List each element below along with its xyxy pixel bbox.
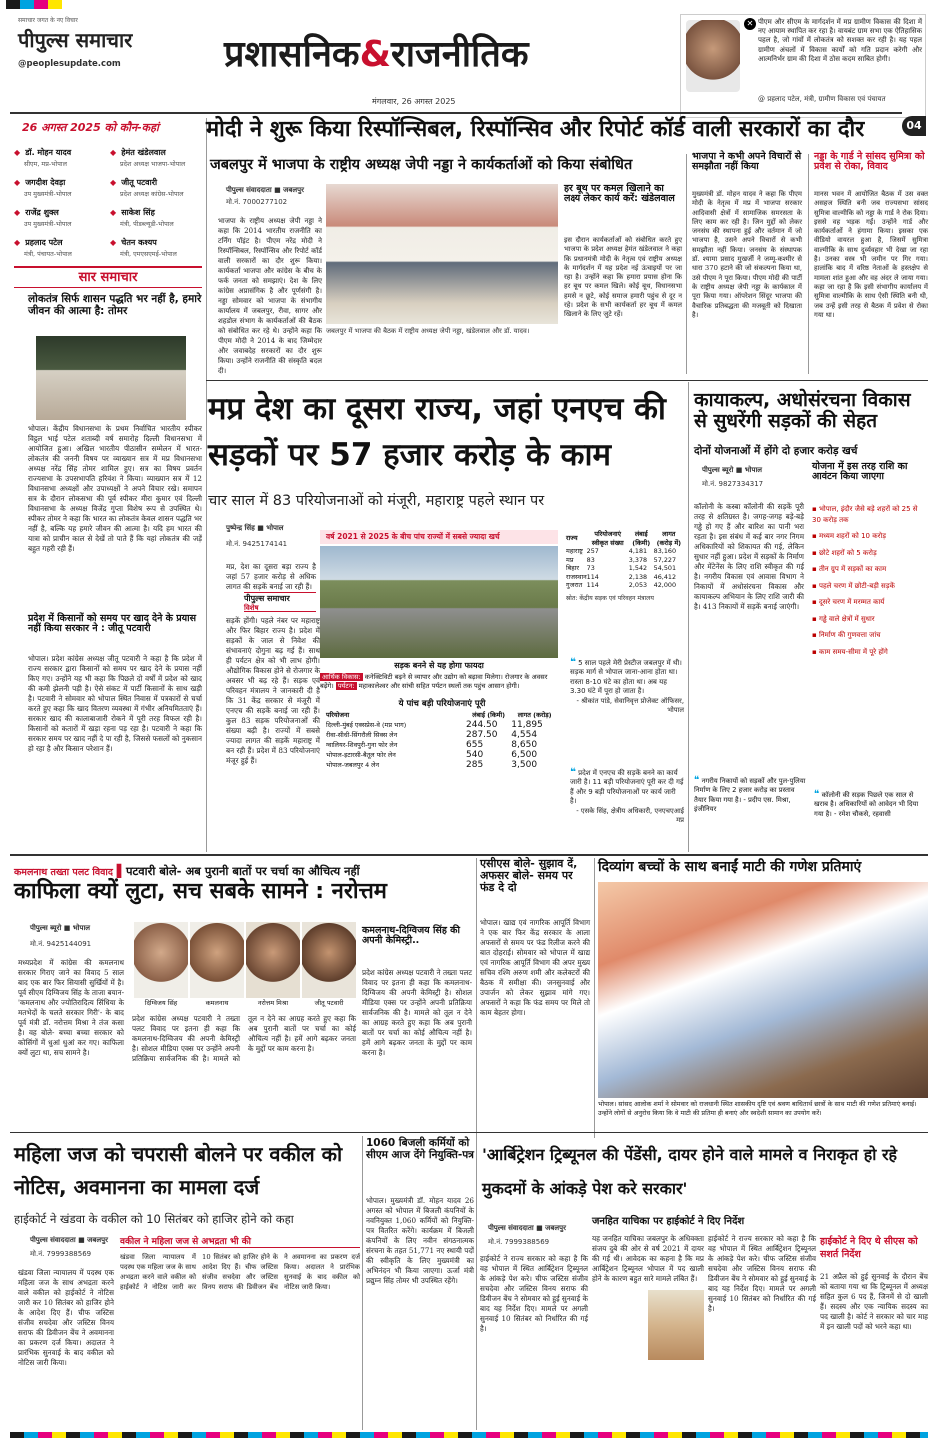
pin-icon: ◆ xyxy=(110,208,117,217)
patwari-photo xyxy=(302,922,356,998)
lead-body-cont xyxy=(326,340,558,370)
saar-samachar-header: सार समाचार xyxy=(14,266,202,288)
nh-state-table: राज्य परियोजनाएं स्वीकृत संख्या लंबाई (किमी) लागत (करोड़ में) महाराष्ट्र 257 4,181 83,160 मप्र 83 3,378 57,227 बिहार 73 1,542 54,501 राजस्थान 114 2,138 46,412 गुजरात 114 2,053 42,000 स्रोत: केंद्रीय सड़क एवं परिवहन मंत्रालय xyxy=(566,530,684,660)
color-bar xyxy=(34,0,48,9)
person-item: ◆ जीतू पटवारी प्रदेश अध्यक्ष कांग्रेस-भोपाल xyxy=(110,178,184,198)
minister-photo xyxy=(686,20,740,92)
lead-headline: मोदी ने शुरू किया रिस्पॉन्सिबल, रिस्पॉन्सिव और रिपोर्ट कॉर्ड वाली सरकारों का दौर xyxy=(206,117,865,142)
table-row: मप्र 83 3,378 57,227 xyxy=(566,555,677,564)
kamal-body: मध्यप्रदेश में कांग्रेस की कमलनाथ सरकार गिराए जाने का विवाद 5 साल बाद एक बार फिर सियासी सुर्खियों में है। पूर्व सीएम दिग्विजय सिंह के ताजा बयान-'कमलनाथ और ज्योतिरादित्य सिंधिया के मतभेदों के चलते सरकार गिरी'- के बाद पूर्व मंत्री डॉ. नरोत्तम मिश्रा ने तंज कसा है। वह बोले- बच्चा बच्चा सरकार को कोसिंगों में धुआं धुआं कर गए। काफिला क्यों लुटा था, सच सामने है। xyxy=(18,958,124,1057)
tribunal-box-title: हाईकोर्ट ने दिए थे सीएस को सशर्त निर्देश xyxy=(820,1236,918,1260)
quote-icon: ❝ xyxy=(814,789,820,800)
list-item: ▪ निर्माण की गुणवत्ता जांच xyxy=(812,631,881,639)
person-item: ◆ चेतन कश्यप मंत्री, एमएसएमई-भोपाल xyxy=(110,238,177,258)
pin-icon: ◆ xyxy=(14,178,21,187)
col3-body: मुख्यमंत्री डॉ. मोहन यादव ने कहा कि पीएम मोदी के नेतृत्व में मप्र में भाजपा सरकार आदिवासी क्षेत्रों में सामाजिक समरसता के लिए काम कर रही है। जिन मुद्दों को लेकर जनसंघ की स्थापना हुई और वर्तमान में जो भाजपा है, उसने अपने विचारों से कभी समझौता नहीं किया। जनसंघ के संस्थापक डॉ. श्यामा प्रसाद मुखर्जी ने जम्मू-कश्मीर से धारा 370 हटाने की जो संकल्पना किया था, उसे पीएम ने पूरा किया। पीएम मोदी की पार्टी के राष्ट्रीय अध्यक्ष जेपी नड्डा के कार्यकाल में पूरा किया गया। ऑपरेशन सिंदूर भाजपा की वैचारिक प्रतिबद्धता की मजबूती को दिखाता है। xyxy=(692,190,802,319)
table-row: बिहार 73 1,542 54,501 xyxy=(566,564,677,572)
lead-side-body: इस दौरान कार्यकर्ताओं को संबोधित करते हुए भाजपा के प्रदेश अध्यक्ष हेमंत खंडेलवाल ने कहा कि प्रधानमंत्री मोदी के नेतृत्व एवं राष्ट्रीय अध्यक्ष के मार्गदर्शन में यह प्रदेश नई ऊंचाइयों पर जा रहा है। उन्होंने कहा कि हमारा प्रयास होना कि हर बूथ पर कमल खिले। कोई बूथ, विधानसभा हमसे न छूटे, कोई समाज हमारी पहुंच से दूर न रहे। प्रदेश के सभी कार्यकर्ता हर बूथ में कमल खिलाने के लिए जुटे रहें। xyxy=(564,236,682,319)
quote-icon: ❝ xyxy=(570,657,576,668)
tribunal-mobile: मो.नं. 7999388569 xyxy=(488,1238,550,1246)
table-row: महाराष्ट्र 257 4,181 83,160 xyxy=(566,547,677,555)
big-projects-table: परियोजना लंबाई (किमी) लागत (करोड़) दिल्ली-मुंबई एक्सप्रेस-वे (मप्र भाग) 244.50 11,895 रीवा-सीधी-सिंगरौली सिक्स लेन 287.50 4,554 ग्वालियर-शिवपुरी-गुना फोर लेन 655 8,650 भोपाल-इटारसी-बैतूल फोर लेन 540 6,500 भोपाल-जबलपुर 4 लेन 285 3,500 xyxy=(326,710,558,840)
bijli-headline: 1060 बिजली कर्मियों को सीएम आज देंगे नियुक्ति-पत्र xyxy=(366,1137,474,1161)
bottom-color-bar xyxy=(10,1432,928,1438)
tribunal-byline: पीपुल्स संवाददाता ■ जबलपुर xyxy=(488,1224,566,1232)
saar-story2-body: भोपाल। प्रदेश कांग्रेस अध्यक्ष जीतू पटवारी ने कहा है कि प्रदेश में राज्य सरकार द्वारा किसानों को समय पर खाद देने के प्रयास नहीं किए गए। उन्होंने यह भी कहा कि पिछले दो वर्षों में प्रदेश को खाद की कमी झेलनी पड़ी है। ऐसे संकट में पार्टी किसानों के साथ खड़ी है। पटवारी ने सोमवार को भोपाल स्थित निवास में पत्रकारों से चर्चा करते हुए कहा कि खाद वितरण व्यवस्था में गंभीर अनियमितताएं हैं। सरकार खाद की कालाबाजारी रोकने में पूरी तरह विफल रही है। किसानों को कतारों में खड़ा रहना पड़ रहा है। पटवारी ने कहा कि सरकार समय पर खाद नहीं दे पा रही है, जिससे फसलों को नुकसान हो रहा है और किसान परेशान हैं। xyxy=(28,654,202,753)
face-label: नरोत्तम मिश्रा xyxy=(257,999,289,1007)
ganesh-caption: भोपाल। सांसद आलोक शर्मा ने सोमवार को राजधानी स्थित शासकीय दृष्टि एवं श्रवण बाधितार्थ छात्रों के साथ माटी की गणेश प्रतिमाएं बनाई। उन्होंने लोगों से अनुरोध किया कि वे माटी की प्रतिमा ही बनाएं और स्वदेशी सामान का उपयोग करें। xyxy=(598,1100,917,1117)
list-item: ▪ तीन ग्रुप में सड़कों का काम xyxy=(812,565,887,573)
quote-icon: ❝ xyxy=(694,775,700,786)
nh-quote-1: ❝ 5 साल पहले मेरी प्रेस्टीज जबलपुर में थी। सड़क मार्ग से भोपाल जाना-आना होता था। रास्ता 8-10 घंटे का होता था। अब यह 3.30 घंटे में पूरा हो जाता है। - श्रीकांत पांडे, सेवानिवृत्त प्रोजेक्ट ऑफिसर, भोपाल xyxy=(570,657,684,715)
face-label: दिग्विजय सिंह xyxy=(144,999,178,1007)
judge-box-body: खंडवा जिला न्यायालय में पदस्थ एक महिला जज के साथ अभद्रता करने वाले वकील को हाईकोर्ट ने नोटिस जारी कर 10 सितंबर को हाजिर होने के आदेश दिए हैं। चीफ जस्टिस संजीव सचदेवा और जस्टिस विनय सराफ की डिवीजन बेंच ने अवमानना का प्रकरण दर्ज किया। अदालत ने प्रारंभिक सुनवाई के बाद वकील को नोटिस जारी किया। xyxy=(120,1253,360,1291)
road-benefits: आर्थिक विकास: कनेक्टिविटी बढ़ने से व्यापार और उद्योग को बढ़ावा मिलेगा। रोजगार के अवसर बढ़ेंगे। पर्यटन: महाकालेश्वर और सांची सहित पर्यटन स्थलों तक पहुंच आसान होगी। xyxy=(320,673,548,690)
list-item: ▪ गड्ढे वाले क्षेत्रों में सुधार xyxy=(812,614,875,623)
lead-byline: पीपुल्स संवाददाता ■ जबलपुर xyxy=(226,186,304,194)
big-projects-title: ये पांच बड़ी परियोजनाएं पूरी xyxy=(398,699,486,709)
tribunal-body2: यह जनहित याचिका जबलपुर के अधिवक्ता संजय दुबे की ओर से वर्ष 2021 में दायर की गई थी। आवेदक का कहना है कि मप्र आर्बिट्रेशन ट्रिब्यूनल भोपाल में पद खाली होने के कारण बहुत सारे मामले लंबित हैं। xyxy=(592,1234,704,1283)
table-source: स्रोत: केंद्रीय सड़क एवं परिवहन मंत्रालय xyxy=(566,594,654,602)
ganesh-photo xyxy=(598,882,928,1098)
masthead-logo xyxy=(18,16,218,76)
tomar-photo xyxy=(36,336,186,420)
kamal-headline: काफिला क्यों लुटा, सच सबके सामने : नरोत्तम xyxy=(14,879,387,904)
color-bar xyxy=(6,0,20,9)
person-item: ◆ हेमंत खंडेलवाल प्रदेश अध्यक्ष भाजपा-भोपाल xyxy=(110,148,186,168)
kamal-kicker: कमलनाथ तख्ता पलट विवाद ▌पटवारी बोले- अब पुरानी बातों पर चर्चा का औचित्य नहीं xyxy=(14,864,360,878)
list-item: ▪ काम समय-सीमा में पूरे होंगे xyxy=(812,647,888,656)
table-row: भोपाल-जबलपुर 4 लेन 285 3,500 xyxy=(326,760,538,770)
pin-icon: ◆ xyxy=(14,208,21,217)
tribunal-body3: हाईकोर्ट ने राज्य सरकार को कहा है कि वह भोपाल में स्थित आर्बिट्रेशन ट्रिब्यूनल के आंकड़े पेश करे। चीफ जस्टिस संजीव सचदेवा और जस्टिस विनय सराफ की डिवीजन बेंच ने सोमवार को हुई सुनवाई के बाद यह निर्देश दिए। मामले पर अगली सुनवाई 10 सितंबर को निर्धारित की गई है। xyxy=(708,1234,816,1313)
face-label: जीतू पटवारी xyxy=(314,999,344,1007)
table-row: गुजरात 114 2,053 42,000 xyxy=(566,581,677,589)
section-title: प्रशासनिक&राजनीतिक xyxy=(224,34,529,75)
face-label: कमलनाथ xyxy=(205,999,229,1007)
col3-title: भाजपा ने कभी अपने विचारों से समझौता नहीं किया xyxy=(692,151,802,173)
list-item: ▪ भोपाल, इंदौर जैसे बड़े शहरों को 25 से 30 करोड़ तक xyxy=(812,505,918,524)
color-bar xyxy=(48,0,62,9)
ganesh-headline: दिव्यांग बच्चों के साथ बनाईं माटी की गणेश प्रतिमाएं xyxy=(598,859,862,875)
kaya-headline: कायाकल्प, अधोसंरचना विकास से सुधरेंगी सड़कों की सेहत xyxy=(694,389,911,432)
kamal-byline: पीपुल्स ब्यूरो ■ भोपाल xyxy=(30,924,91,932)
col4-body: मानस भवन में आयोजित बैठक में उस वक्त असहज स्थिति बनी जब राज्यसभा सांसद सुमित्रा वाल्मीकि को नड्डा के गार्ड ने रोक दिया। इससे वह भड़क गईं। उन्होंने गार्ड और कार्यकर्ताओं ने हंगामा किया। इसका एक वीडियो वायरल हुआ है, जिसमें सुमित्रा वाल्मीकि के साथ दुर्व्यवहार भी देखा जा रहा है। उनका वस्त्र भी जमीन पर गिर गया। हालांकि बाद में वरिष्ठ नेताओं के हस्तक्षेप से मामला शांत हुआ और वह अंदर ले जाया गया। कहा जा रहा है कि इसी संभागीय कार्यालय में सुमित्रा वाल्मीकि के साथ ऐसी स्थिति बनी थी, जब उन्हें इसी तरह से बैठक में प्रवेश से रोका गया था। xyxy=(814,190,928,319)
person-item: ◆ जगदीश देवड़ा उप मुख्यमंत्री-भोपाल xyxy=(14,178,72,198)
nh-body-b: सड़कें होंगी। पहले नंबर पर महाराष्ट्र और फिर बिहार राज्य है। प्रदेश में सड़कों के जाल से निवेश की संभावनाएं दोगुना बढ़ गई हैं। साथ ही पर्यटन क्षेत्र को भी लाभ होगी। औद्योगिक विकास होने से रोजगार के अवसर भी बढ़ रहे हैं। सड़क एवं परिवहन मंत्रालय ने जानकारी दी है कि 31 केंद्र सरकार से मंजूरी में एनएच की सड़कें बनाई जा रही हैं। कुल 83 सड़क परियोजनाओं की संख्या बढ़ी है। राज्यों में सबसे ज्यादा लागत की सड़कें महाराष्ट्र में बन रही हैं। प्रदेश में 83 परियोजनाएं मंजूर हुई हैं। xyxy=(226,616,320,765)
pin-icon: ◆ xyxy=(14,148,21,157)
color-bar xyxy=(20,0,34,9)
narottam-photo xyxy=(246,922,300,998)
brand-name: पीपुल्स समाचार xyxy=(18,28,133,52)
quote-icon: ❝ xyxy=(570,767,576,778)
pin-icon: ◆ xyxy=(110,178,117,187)
kaun-kahan-list xyxy=(14,140,202,260)
nh-body-a: मप्र, देश का दूसरा बड़ा राज्य है जहां 57 हजार करोड़ से अधिक लागत की सड़कें बनाई जा रही हैं। xyxy=(226,562,316,591)
nh-mobile: मो.नं. 9425174141 xyxy=(226,540,288,548)
pin-icon: ◆ xyxy=(110,148,117,157)
vishesh-box: पीपुल्स समाचार विशेष xyxy=(244,592,316,612)
tribunal-headline: 'आर्बिट्रेशन ट्रिब्यूनल की पेंडेंसी, दायर होने वाले मामले व निराकृत हो रहे मुकदमों के आंकड़े पेश करे सरकार' xyxy=(482,1145,898,1198)
judge-subhead: हाईकोर्ट ने खंडवा के वकील को 10 सितंबर को हाजिर होने को कहा xyxy=(14,1212,294,1226)
list-item: ▪ दूसरे चरण में मरम्मत कार्य xyxy=(812,598,885,606)
table-row: दिल्ली-मुंबई एक्सप्रेस-वे (मप्र भाग) 244.50 11,895 xyxy=(326,720,543,730)
pin-icon: ◆ xyxy=(110,238,117,247)
bijli-body: भोपाल। मुख्यमंत्री डॉ. मोहन यादव 26 अगस्त को भोपाल में बिजली कंपनियों के नवनियुक्त 1,060 कर्मियों को नियुक्ति-पत्र वितरित करेंगे। कार्यक्रम में बिजली कंपनियों के लिए नवीन संगठनात्मक संरचना के तहत 51,771 नए स्थायी पदों की स्वीकृति के लिए मुख्यमंत्री का अभिनंदन भी किया जाएगा। ऊर्जा मंत्री प्रद्युम्न सिंह तोमर भी उपस्थित रहेंगे। xyxy=(366,1196,474,1285)
kaya-body: कॉलोनी के कस्बा कॉलोनी की सड़कें पूरी तरह से क्षतिग्रस्त है। जगह-जगह बड़े-बड़े गड्ढे हो गए हैं और बारिश का पानी भरा रहता है। इस संबंध में कई बार नगर निगम अधिकारियों को शिकायत की गई, लेकिन सुधार नहीं हुआ। प्रदेश में सड़कों के निर्माण और मेंटेनेंस के लिए राशि स्वीकृत की गई है। नगरीय विकास एवं आवास विभाग ने निकायों में अधोसंरचना विकास और कायाकल्प अभियान के लिए राशि जारी की है। 413 निकायों में सड़कें बनाई जाएंगी। xyxy=(694,502,804,611)
judge-box-title: वकील ने महिला जज से अभद्रता भी की xyxy=(120,1234,360,1248)
person-item: ◆ राजेंद्र शुक्ल उप मुख्यमंत्री-भोपाल xyxy=(14,208,72,228)
lead-mobile: मो.नं. 7000277102 xyxy=(226,198,288,206)
highcourt-photo xyxy=(648,1290,704,1360)
nh-subhead: चार साल में 83 परियोजनाओं को मंजूरी, महाराष्ट्र पहले स्थान पर xyxy=(208,493,545,509)
date-line: मंगलवार, 26 अगस्त 2025 xyxy=(372,97,456,106)
kaya-subhead: दोनों योजनाओं में होंगे दो हजार करोड़ खर्च xyxy=(694,445,858,457)
table-row: रीवा-सीधी-सिंगरौली सिक्स लेन 287.50 4,554 xyxy=(326,730,538,740)
kaun-kahan-title: 26 अगस्त 2025 को कौन-कहां xyxy=(22,121,159,134)
tagline: समाचार जगत के नए विचार xyxy=(18,17,78,24)
saar-story1-body: भोपाल। केंद्रीय विधानसभा के प्रथम निर्वाचित भारतीय स्पीकर विट्ठल भाई पटेल शताब्दी वर्ष समारोह दिल्ली विधानसभा में आयोजित हुआ। अखिल भारतीय पीठासीन सम्मेलन में भारत-लोकतंत्र की जननी विषय पर व्याख्यान सत्र में मप्र विधानसभा अध्यक्ष नरेंद्र सिंह तोमर शामिल हुए। सत्र का विषय प्रवर्तन राज्यसभा के उपसभापति हरिवंश ने किया। व्याख्यान सत्र में 12 विधानसभा अध्यक्षों और उपाध्यक्षों ने अपने विचार रखे। समापन सत्र के दौरान लोकसभा की पूर्व स्पीकर मीरा कुमार एवं दिल्ली विधानसभा के अध्यक्ष विजेंद्र गुप्ता विशेष रूप से उपस्थित थे। स्पीकर तोमर ने कहा कि भारत का लोकतंत्र केवल शासन पद्धति भर नहीं है, बल्कि यह हमारे जीवन की आत्मा है। यदि हम भारत की यात्रा को प्राचीन काल से देखें तो पाते हैं कि यहां लोकतंत्र की जड़ें बहुत गहरी रही हैं। xyxy=(28,424,202,553)
digvijay-photo xyxy=(134,922,188,998)
nh-headline: मप्र देश का दूसरा राज्य, जहां एनएच की सड़कों पर 57 हजार करोड़ के काम xyxy=(208,391,666,473)
x-logo-icon: ✕ xyxy=(744,18,756,30)
tribunal-box-body: 21 अप्रैल को हुई सुनवाई के दौरान बेंच को बताया गया था कि ट्रिब्यूनल में अध्यक्ष सहित कुल 6 पद हैं, जिनमें से दो खाली हैं। सदस्य और एक न्यायिक सदस्य का पद खाली है। कोर्ट ने सरकार को चार माह में इन खाली पदों को भरने कहा था। xyxy=(820,1272,928,1331)
kamal-mobile: मो.नं. 9425144091 xyxy=(30,940,92,948)
lead-subhead: जबलपुर में भाजपा के राष्ट्रीय अध्यक्ष जेपी नड्डा ने कार्यकर्ताओं को किया संबोधित xyxy=(210,157,633,173)
saar-story2-title: प्रदेश में किसानों को समय पर खाद देने के प्रयास नहीं किया सरकार ने : जीतू पटवारी xyxy=(28,613,197,635)
kaya-note-2: ❝ कॉलोनी की सड़क पिछले एक साल से खराब है। अधिकारियों को आवेदन भी दिया गया है। - रमेश चौकसे, रहवासी xyxy=(814,789,919,818)
kaya-note-1: ❝ नगरीय निकायों को सड़कों और पुल-पुलिया निर्माण के लिए 2 हजार करोड़ का प्रस्ताव तैयार किया गया है। - प्रदीप एस. मिश्रा, इंजीनियर xyxy=(694,775,806,813)
kaya-mobile: मो.नं. 9827334317 xyxy=(702,480,764,488)
kamalnath-photo xyxy=(190,922,244,998)
acs-body: भोपाल। खाद्य एवं नागरिक आपूर्ति विभाग ने एक बार फिर केंद्र सरकार के आला अफसरों से समय पर फंड रिलीज करने की बात दोहराई। सोमवार को भोपाल में खाद्य एवं नागरिक आपूर्ति विभाग की अपर मुख्य सचिव रश्मि अरुण शमी और कलेक्टरों की बैठक में समीक्षा की। जनसुनवाई और उपार्जन को लेकर सुझाव मांगे गए। अफसरों ने कहा कि फंड समय पर मिले तो काम बेहतर होगा। xyxy=(480,918,590,1017)
tweet-author: @ प्रहलाद पटेल, मंत्री, ग्रामीण विकास एवं पंचायत xyxy=(758,95,886,103)
website: @peoplesupdate.com xyxy=(18,59,121,69)
kamal-side-body: प्रदेश कांग्रेस अध्यक्ष पटवारी ने तख्ता पलट विवाद पर इतना ही कहा कि कमलनाथ-दिग्विजय की अपनी केमिस्ट्री है। सोशल मीडिया एक्स पर उन्होंने अपनी प्रतिक्रिया सार्वजनिक की है। मामले को तूल न देने का आग्रह करते हुए कहा कि अब पुरानी बातों पर चर्चा का कोई औचित्य नहीं है। हमें आगे बढ़कर जनता के मुद्दों पर काम करना है। xyxy=(362,968,472,1057)
lead-photo-caption: जबलपुर में भाजपा की बैठक में राष्ट्रीय अध्यक्ष जेपी नड्डा, खंडेलवाल और डॉ. यादव। xyxy=(326,327,530,335)
nh-byline: पुष्पेन्द्र सिंह ■ भोपाल xyxy=(226,524,284,532)
kaya-subhead2: योजना में इस तरह राशि का आवंटन किया जाएगा xyxy=(812,461,908,483)
nh-quote-2: ❝ प्रदेश में एनएच की सड़कें बनने का कार्य जारी है। 11 बड़ी परियोजनाएं पूरी कर दी गई हैं और 9 बड़ी परियोजनाओं पर कार्य जारी है। - एसके सिंह, क्षेत्रीय अधिकारी, एनएचएआई मप्र xyxy=(570,767,684,825)
list-item: ▪ छोटे शहरों को 5 करोड़ xyxy=(812,548,877,557)
tweet-text: पीएम और सीएम के मार्गदर्शन में मप्र ग्रामीण विकास की दिशा में नए आयाम स्थापित कर रहा है। वायबंट ग्राम सभा एक ऐतिहासिक पहल है, जो गांवों में लोकतंत्र को सशक्त कर रही है। यह पहल ग्रामीण अंचलों में विकास कार्यों को गति प्रदान करेगी और आत्मनिर्भर ग्राम की दिशा में ठोस कदम साबित होगी। xyxy=(758,18,922,63)
highway-photo xyxy=(320,546,558,658)
table-row: ग्वालियर-शिवपुरी-गुना फोर लेन 655 8,650 xyxy=(326,740,538,750)
judge-byline: पीपुल्स संवाददाता ■ जबलपुर xyxy=(30,1236,108,1244)
kaya-bullets xyxy=(812,504,928,788)
table-row: भोपाल-इटारसी-बैतूल फोर लेन 540 6,500 xyxy=(326,750,538,760)
tribunal-subhead: जनहित याचिका पर हाईकोर्ट ने दिए निर्देश xyxy=(592,1216,745,1227)
tribunal-body: हाईकोर्ट ने राज्य सरकार को कहा है कि वह भोपाल में स्थित आर्बिट्रेशन ट्रिब्यूनल के आंकड़े पेश करे। चीफ जस्टिस संजीव सचदेवा और जस्टिस विनय सराफ की डिवीजन बेंच ने सोमवार को हुई सुनवाई के बाद यह निर्देश दिए। मामले पर अगली सुनवाई 10 सितंबर को निर्धारित की गई है। xyxy=(480,1254,588,1333)
acs-headline: एसीएस बोले- सुझाव दें, अफसर बोले- समय पर फंड दे दो xyxy=(480,857,578,895)
person-item: ◆ प्रहलाद पटेल मंत्री, पंचायत-भोपाल xyxy=(14,238,72,258)
pin-icon: ◆ xyxy=(14,238,21,247)
nh-table-title: वर्ष 2021 से 2025 के बीच पांच राज्यों में सबसे ज्यादा खर्च xyxy=(320,530,558,544)
table-row: राजस्थान 114 2,138 46,412 xyxy=(566,572,677,581)
lead-side-title: हर बूथ पर कमल खिलाने का लक्ष्य लेकर कार्य करें: खंडेलवाल xyxy=(564,183,675,205)
kamal-body-cont: प्रदेश कांग्रेस अध्यक्ष पटवारी ने तख्ता पलट विवाद पर इतना ही कहा कि कमलनाथ-दिग्विजय की अपनी केमिस्ट्री है। सोशल मीडिया एक्स पर उन्होंने अपनी प्रतिक्रिया सार्वजनिक की है। मामले को तूल न देने का आग्रह करते हुए कहा कि अब पुरानी बातों पर चर्चा का कोई औचित्य नहीं है। हमें आगे बढ़कर जनता के मुद्दों पर काम करना है। xyxy=(132,1014,356,1063)
judge-mobile: मो.नं. 7999388569 xyxy=(30,1250,92,1258)
kaya-byline: पीपुल्स ब्यूरो ■ भोपाल xyxy=(702,466,763,474)
page-number: 04 xyxy=(902,116,926,136)
judge-headline: महिला जज को चपरासी बोलने पर वकील को नोटिस, अवमानना का मामला दर्ज xyxy=(14,1142,343,1199)
nadda-meeting-photo xyxy=(326,184,558,324)
person-item: ◆ डॉ. मोहन यादव सीएम, मप्र-भोपाल xyxy=(14,148,72,168)
person-item: ◆ साकेश सिंह मंत्री, पीडब्ल्यूडी-भोपाल xyxy=(110,208,174,228)
lead-body: भाजपा के राष्ट्रीय अध्यक्ष जेपी नड्डा ने कहा कि 2014 भारतीय राजनीति का टर्निंग पॉइंट है। पीएम नरेंद्र मोदी ने रिस्पॉन्सिबल, रिस्पॉन्सिव और रिपोर्ट कॉर्ड वाली सरकारों का दौर शुरू किया। कार्यकर्ता भाजपा और कांग्रेस के बीच के फर्क जनता को समझाएं। देश के लिए कांग्रेस अप्रासंगिक है और पूर्णसंगी है। नड्डा सोमवार को भाजपा के संभागीय कार्यालय में जबलपुर, रीवा, सागर और शहडोल संभाग के कार्यकर्ताओं की बैठक को संबोधित कर रहे थे। उन्होंने कहा कि पीएम मोदी ने 2014 के बाद जिम्मेदार और जवाबदेह सरकारों का दौर शुरू किया। उन्होंने राजनीति की संस्कृति बदल दी। xyxy=(218,217,322,375)
kamal-side-title: कमलनाथ-दिग्विजय सिंह की अपनी केमिस्ट्री.. xyxy=(362,925,460,947)
col4-title: नड्डा के गार्ड ने सांसद सुमित्रा को प्रवेश से रोका, विवाद xyxy=(814,151,925,173)
road-benefit-title: सड़क बनने से यह होगा फायदा xyxy=(394,661,484,670)
list-item: ▪ मध्यम शहरों को 10 करोड़ xyxy=(812,532,886,540)
list-item: ▪ पहले चरण में छोटी-बड़ी सड़कें xyxy=(812,581,895,590)
saar-story1-title: लोकतंत्र सिर्फ शासन पद्धति भर नहीं है, हमारे जीवन की आत्मा है: तोमर xyxy=(28,293,202,317)
judge-body: खंडवा जिला न्यायालय में पदस्थ एक महिला जज के साथ अभद्रता करने वाले वकील को हाईकोर्ट ने नोटिस जारी कर 10 सितंबर को हाजिर होने के आदेश दिए हैं। चीफ जस्टिस संजीव सचदेवा और जस्टिस विनय सराफ की डिवीजन बेंच ने अवमानना का प्रकरण दर्ज किया। अदालत ने प्रारंभिक सुनवाई के बाद वकील को नोटिस जारी किया। xyxy=(18,1268,114,1367)
